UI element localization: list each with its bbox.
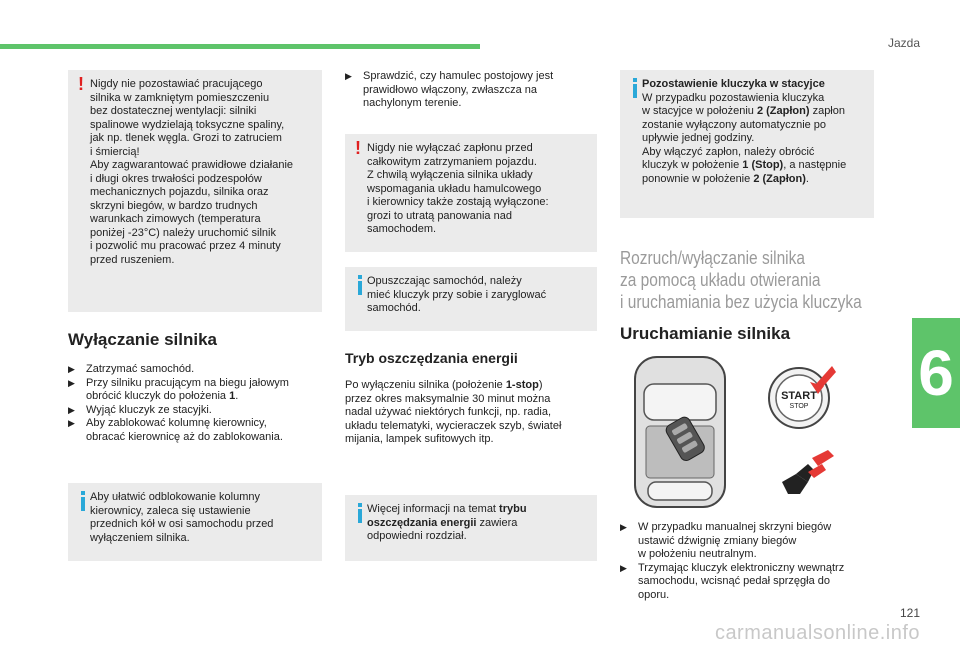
car-key-illustration	[634, 356, 726, 508]
info-box-key-left	[620, 70, 874, 218]
list-item: ▶ W przypadku manualnej skrzyni biegów ustawić dźwignię zmiany biegów w położeniu neutralnym.	[620, 521, 832, 560]
list-item: ▶ Sprawdzić, czy hamulec postojowy jest prawidłowo włączony, zwłaszcza na nachylonym terenie.	[345, 70, 554, 109]
top-accent-bar	[0, 44, 480, 49]
list-item: ▶ Przy silniku pracującym na biegu jałowym obrócić kluczyk do położenia 1.	[68, 376, 289, 402]
info-icon	[353, 503, 367, 523]
info-icon	[353, 275, 367, 295]
engine-off-steps	[68, 363, 328, 444]
bullet-arrow-icon: ▶	[620, 562, 627, 573]
list-item: ▶ Trzymając kluczyk elektroniczny wewnątrz samochodu, wcisnąć pedał sprzęgła do oporu.	[620, 561, 845, 601]
page-number: 121	[899, 606, 920, 620]
energy-saving-paragraph: Po wyłączeniu silnika (położenie 1-stop) przez okres maksymalnie 30 minut można nadal używać niektórych funkcji, np. radia, układu telematyki, wycieraczek szyb, świateł mijania, lampek sufitowych itp.	[345, 379, 562, 445]
parking-brake-check	[345, 70, 605, 111]
bullet-arrow-icon: ▶	[68, 364, 75, 374]
bullet-arrow-icon: ▶	[345, 71, 352, 81]
heading-energy-saving: Tryb oszczędzania energii	[345, 350, 518, 366]
section-header: Jazda	[887, 36, 920, 50]
info-title: Pozostawienie kluczyka w stacyjce	[642, 78, 825, 90]
warning-text: Nigdy nie pozostawiać pracującego silnika w zamkniętym pomieszczeniu bez dostatecznej wentylacji: silniki spalinowe wydzielają toksyczne spaliny, jak np. tlenek węgla. Grozi to zatruciem i śmiercią! Aby zagwarantować prawidłowe działanie i długi okres trwałości podzespołów mechanicznych pojazdu, silnika oraz skrzyni biegów, w bardzo trudnych warunkach zimowych (temperatura poniżej -23°C) należy uruchomić silnik i pozwolić mu pracować przez 4 minuty przed ruszeniem.	[90, 78, 294, 266]
info-icon	[76, 491, 90, 511]
engine-start-steps	[620, 521, 890, 602]
heading-engine-off: Wyłączanie silnika	[68, 330, 217, 349]
info-text: Opuszczając samochód, należy mieć kluczyk przy sobie i zaryglować samochód.	[367, 275, 547, 314]
warning-text: Nigdy nie wyłączać zapłonu przed całkowitym zatrzymaniem pojazdu. Z chwilą wyłączenia silnika układy wspomagania układu hamulcowego i kierownicy także zostają wyłączone: grozi to utratą panowania nad samochodem.	[367, 142, 549, 235]
list-item: ▶ Zatrzymać samochód.	[68, 363, 195, 375]
info-box-energy-mode	[345, 495, 597, 561]
start-stop-button-illustration	[766, 362, 836, 432]
info-icon	[628, 78, 642, 98]
bullet-arrow-icon: ▶	[68, 377, 75, 388]
keyless-start-subtitle: Rozruch/wyłączanie silnika za pomocą układu otwierania i uruchamiania bez użycia kluczyka	[620, 248, 862, 312]
heading-engine-start: Uruchamianie silnika	[620, 324, 791, 343]
bullet-arrow-icon: ▶	[68, 404, 75, 415]
info-box-key	[345, 267, 597, 331]
start-label: START	[781, 390, 817, 402]
list-item: ▶ Wyjąć kluczyk ze stacyjki.	[68, 403, 212, 416]
chapter-tab: 6	[912, 318, 960, 428]
list-item: ▶ Aby zablokować kolumnę kierownicy, obracać kierownicę aż do zablokowania.	[68, 417, 283, 443]
exclamation-icon: !	[355, 138, 361, 158]
info-text: Aby ułatwić odblokowanie kolumny kierownicy, zaleca się ustawienie przednich kół w osi samochodu przed wyłączeniem silnika.	[90, 491, 274, 544]
bullet-arrow-icon: ▶	[68, 418, 75, 428]
info-text: Więcej informacji na temat trybu oszczędzania energii zawiera odpowiedni rozdział.	[367, 503, 527, 542]
bullet-arrow-icon: ▶	[620, 522, 627, 532]
info-box-steering	[68, 483, 322, 561]
exclamation-icon: !	[78, 74, 84, 94]
warning-box-ventilation	[68, 70, 322, 312]
watermark: carmanualsonline.info	[714, 622, 920, 644]
warning-box-ignition	[345, 134, 597, 252]
foot-pedal-icon	[778, 448, 836, 498]
info-text: W przypadku pozostawienia kluczyka w stacyjce w położeniu 2 (Zapłon) zapłon zostanie wyłączony automatycznie po upływie jednej godziny. Aby włączyć zapłon, należy obrócić kluczyk w położenie 1 (Stop), a następnie ponownie w położenie 2 (Zapłon).	[642, 91, 847, 185]
stop-label: STOP	[789, 403, 809, 410]
